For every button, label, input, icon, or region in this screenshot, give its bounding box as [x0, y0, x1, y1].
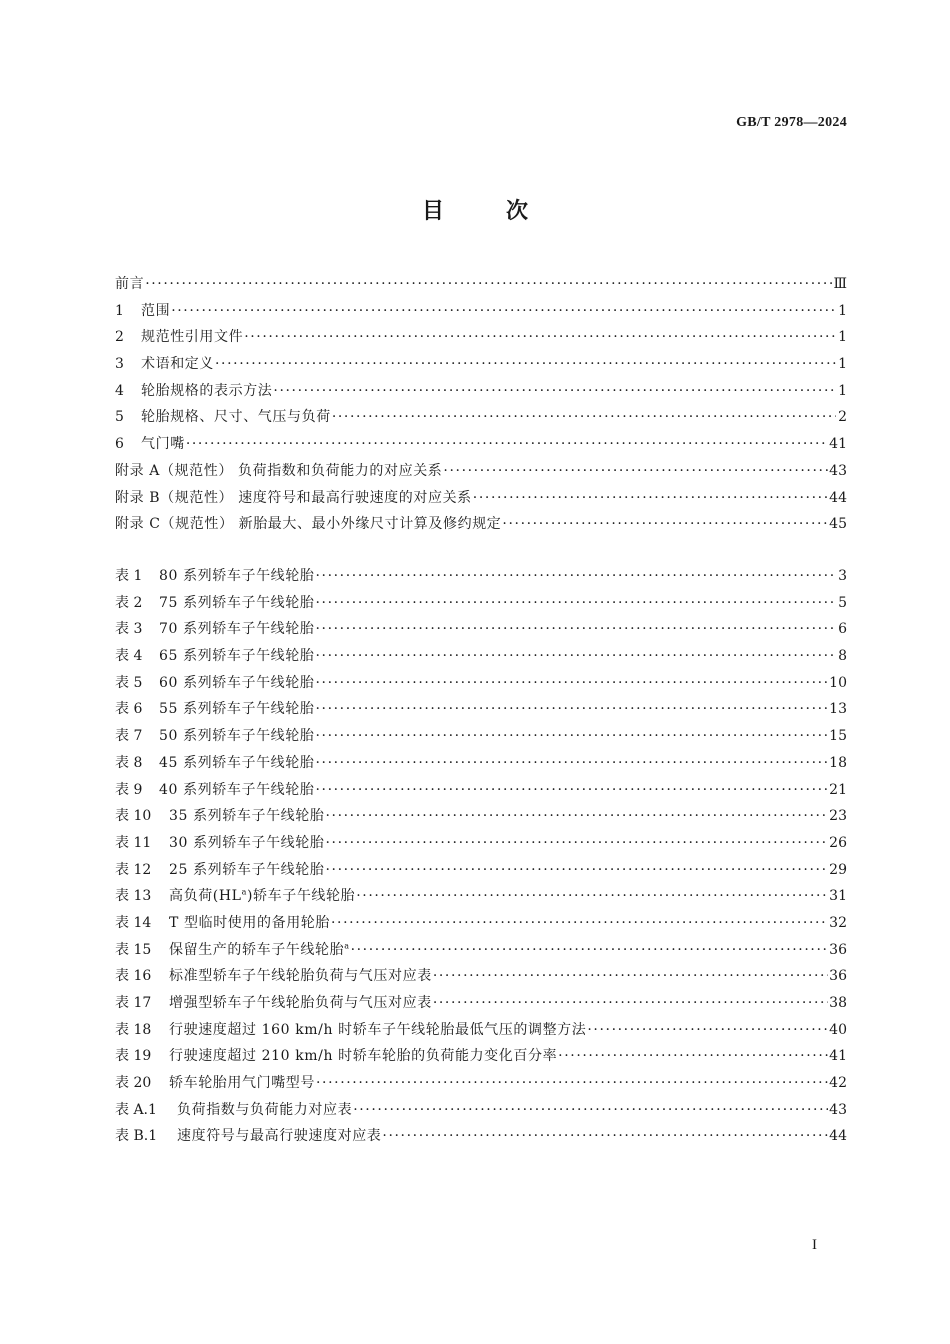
toc-entry[interactable] — [115, 511, 847, 538]
toc-table-label — [159, 750, 314, 777]
toc-table-label-text: 60 系列轿车子午线轮胎 — [159, 674, 315, 691]
toc-table-entry[interactable] — [115, 590, 847, 617]
toc-table-label — [169, 830, 324, 857]
toc-table-label — [169, 990, 432, 1017]
toc-table-page: 36 — [829, 941, 847, 958]
toc-entry-page: Ⅲ — [833, 276, 847, 292]
toc-table-label-text: 保留生产的轿车子午线轮胎 — [169, 941, 345, 958]
toc-table-entry[interactable] — [115, 963, 847, 990]
toc-table-page: 31 — [829, 888, 847, 905]
toc-table-label — [159, 616, 314, 643]
footnote-marker: a — [241, 887, 247, 897]
toc-leader-dots — [273, 378, 836, 405]
toc-table-label — [159, 670, 314, 697]
toc-table-page: 36 — [829, 968, 847, 985]
toc-entry[interactable] — [115, 324, 847, 351]
toc-entry-page: 41 — [829, 436, 847, 453]
toc-table-page: 3 — [838, 568, 847, 584]
toc-table-number: 表 20 — [115, 1075, 152, 1092]
toc-table-page: 41 — [829, 1048, 847, 1065]
toc-table-label-text: 80 系列轿车子午线轮胎 — [159, 568, 315, 584]
toc-table-page: 6 — [838, 621, 847, 638]
toc-table-page: 40 — [829, 1021, 847, 1038]
title-char-2: 次 — [506, 199, 529, 224]
toc-entry-page: 1 — [838, 382, 847, 399]
toc-entry-number: 4 — [115, 382, 124, 399]
toc-table-page: 32 — [829, 914, 847, 931]
toc-table-entry[interactable] — [115, 1070, 847, 1097]
toc-table-number: 表 10 — [115, 808, 152, 825]
toc-entry-label: 轮胎规格、尺寸、气压与负荷 — [141, 409, 331, 426]
toc-entry-page: 1 — [838, 329, 847, 346]
toc-leader-dots — [331, 910, 828, 937]
toc-table-label — [159, 590, 314, 617]
toc-leader-dots — [433, 990, 828, 1017]
toc-table-number: 表 8 — [115, 754, 143, 771]
toc-entry-number: 6 — [115, 436, 124, 453]
toc-table-number: 表 B.1 — [115, 1128, 158, 1145]
toc-table-number: 表 11 — [115, 834, 152, 851]
toc-table-label-text: T 型临时使用的备用轮胎 — [169, 914, 330, 931]
toc-table-entry[interactable] — [115, 1123, 847, 1150]
toc-table-label-text: 负荷指数与负荷能力对应表 — [177, 1101, 353, 1118]
toc-table-entry[interactable] — [115, 670, 847, 697]
toc-table-entry[interactable] — [115, 563, 847, 590]
toc-table-page: 44 — [829, 1128, 847, 1145]
toc-table-label-text: 行驶速度超过 160 km/h 时轿车子午线轮胎最低气压的调整方法 — [169, 1021, 587, 1038]
toc-table-page: 5 — [838, 594, 847, 611]
toc-table-page: 23 — [829, 808, 847, 825]
toc-table-number: 表 19 — [115, 1048, 152, 1065]
toc-table-label — [169, 1070, 315, 1097]
toc-leader-dots — [315, 616, 836, 643]
title-char-1: 目 — [421, 199, 444, 224]
toc-entry-page: 43 — [829, 462, 847, 479]
toc-entry[interactable] — [115, 431, 847, 458]
toc-leader-dots — [558, 1043, 828, 1070]
toc-table-number: 表 15 — [115, 941, 152, 958]
toc-leader-dots — [382, 1123, 828, 1150]
toc-entry[interactable] — [115, 298, 847, 325]
toc-table-label — [159, 643, 314, 670]
toc-table-entry[interactable] — [115, 1017, 847, 1044]
toc-table-number: 表 17 — [115, 995, 152, 1011]
toc-table-label — [169, 883, 355, 910]
toc-table-label-text: 轿车轮胎用气门嘴型号 — [169, 1075, 315, 1092]
toc-entry-page: 1 — [838, 302, 847, 319]
toc-table-label — [169, 1017, 586, 1044]
toc-table-entry[interactable] — [115, 643, 847, 670]
toc-table-label-text: 55 系列轿车子午线轮胎 — [159, 701, 315, 718]
toc-leader-dots — [315, 643, 836, 670]
toc-table-label-tail: )轿车子午线轮胎 — [246, 888, 356, 905]
toc-entry-number: 2 — [115, 329, 124, 346]
toc-entry-label: 气门嘴 — [141, 436, 185, 453]
toc-leader-dots — [356, 883, 828, 910]
toc-entry[interactable] — [115, 271, 847, 298]
toc-table-number: 表 5 — [115, 674, 143, 691]
toc-table-label — [169, 910, 330, 937]
toc-table-page: 38 — [829, 995, 847, 1011]
toc-table-label — [159, 777, 314, 804]
toc-table-number: 表 14 — [115, 914, 152, 931]
toc-table-entry[interactable] — [115, 937, 847, 964]
toc-table-entry[interactable] — [115, 910, 847, 937]
toc-table-label-text: 35 系列轿车子午线轮胎 — [169, 808, 325, 825]
toc-leader-dots — [433, 963, 828, 990]
toc-table-page: 8 — [838, 648, 847, 665]
toc-table-page: 15 — [829, 728, 847, 745]
toc-table-label-text: 40 系列轿车子午线轮胎 — [159, 781, 315, 798]
toc-table-page: 43 — [829, 1101, 847, 1118]
toc-table-label-text: 50 系列轿车子午线轮胎 — [159, 728, 315, 745]
toc-table-label — [169, 803, 324, 830]
toc-main-section — [115, 271, 847, 538]
toc-table-label-text: 25 系列轿车子午线轮胎 — [169, 861, 325, 878]
toc-table-number: 表 3 — [115, 621, 143, 638]
toc-table-label-text: 30 系列轿车子午线轮胎 — [169, 834, 325, 851]
toc-table-page: 21 — [829, 781, 847, 798]
toc-table-number: 表 1 — [115, 568, 143, 584]
toc-table-label — [177, 1097, 352, 1124]
toc-leader-dots — [316, 1070, 828, 1097]
toc-table-entry[interactable] — [115, 696, 847, 723]
toc-entry-page: 1 — [838, 356, 847, 373]
toc-table-label — [159, 723, 314, 750]
toc-table-number: 表 13 — [115, 888, 152, 905]
toc-entry[interactable] — [115, 485, 847, 512]
page-number: I — [812, 1237, 817, 1253]
toc-table-number: 表 18 — [115, 1021, 152, 1038]
toc-leader-dots — [244, 324, 836, 351]
toc-table-number: 表 7 — [115, 728, 143, 745]
toc-entry-page: 45 — [829, 516, 847, 533]
toc-table-label-text: 速度符号与最高行驶速度对应表 — [177, 1128, 382, 1145]
toc-entry-label: 前言 — [115, 276, 145, 292]
toc-leader-dots — [332, 404, 836, 431]
toc-leader-dots — [315, 723, 828, 750]
toc-leader-dots — [325, 830, 828, 857]
toc-entry-label: 术语和定义 — [141, 356, 214, 373]
toc-table-number: 表 9 — [115, 781, 143, 798]
toc-leader-dots — [315, 696, 828, 723]
toc-table-label-text: 增强型轿车子午线轮胎负荷与气压对应表 — [169, 995, 432, 1011]
toc-table-entry[interactable] — [115, 803, 847, 830]
toc-table-label-text: 65 系列轿车子午线轮胎 — [159, 648, 315, 665]
toc-entry-label: 范围 — [141, 302, 171, 319]
toc-table-entry[interactable] — [115, 857, 847, 884]
toc-table-number: 表 16 — [115, 968, 152, 985]
toc-leader-dots — [502, 511, 828, 538]
page-title — [0, 194, 950, 225]
toc-table-page: 10 — [829, 674, 847, 691]
toc-table-entry[interactable] — [115, 990, 847, 1017]
toc-leader-dots — [353, 1097, 828, 1124]
toc-entry[interactable] — [115, 458, 847, 485]
toc-table-label-text: 高负荷(HL — [169, 888, 242, 905]
toc-table-page: 18 — [829, 754, 847, 771]
toc-entry-number: 1 — [115, 302, 124, 319]
toc-table-entry[interactable] — [115, 883, 847, 910]
toc-table-number: 表 6 — [115, 701, 143, 718]
toc-table-number: 表 2 — [115, 594, 143, 611]
toc-leader-dots — [325, 857, 828, 884]
toc-table-entry[interactable] — [115, 750, 847, 777]
toc-entry[interactable] — [115, 351, 847, 378]
toc-entry-label: 附录 A（规范性） 负荷指数和负荷能力的对应关系 — [115, 462, 443, 479]
toc-leader-dots — [443, 458, 828, 485]
toc-tables-section — [115, 563, 847, 1150]
toc-leader-dots — [145, 271, 832, 298]
toc-entry-label: 附录 C（规范性） 新胎最大、最小外缘尺寸计算及修约规定 — [115, 516, 502, 533]
toc-table-page: 29 — [829, 861, 847, 878]
toc-table-label — [159, 696, 314, 723]
toc-table-entry[interactable] — [115, 830, 847, 857]
toc-table-label — [169, 963, 432, 990]
standard-code: GB/T 2978—2024 — [736, 115, 847, 130]
toc-table-entry[interactable] — [115, 1043, 847, 1070]
toc-leader-dots — [587, 1017, 828, 1044]
toc-table-entry[interactable] — [115, 1097, 847, 1124]
toc-entry-label: 规范性引用文件 — [141, 329, 244, 346]
toc-table-label-text: 标准型轿车子午线轮胎负荷与气压对应表 — [169, 968, 432, 985]
toc-table-label — [169, 1043, 557, 1070]
toc-table-label — [159, 563, 314, 590]
toc-table-label-text: 45 系列轿车子午线轮胎 — [159, 754, 315, 771]
toc-leader-dots — [351, 937, 829, 964]
toc-entry-label: 附录 B（规范性） 速度符号和最高行驶速度的对应关系 — [115, 489, 472, 506]
toc-entry-page: 44 — [829, 489, 847, 506]
toc-table-number: 表 A.1 — [115, 1101, 157, 1118]
toc-table-number: 表 4 — [115, 648, 143, 665]
toc-entry[interactable] — [115, 378, 847, 405]
toc-table-number: 表 12 — [115, 861, 152, 878]
toc-leader-dots — [473, 485, 828, 512]
toc-leader-dots — [171, 298, 836, 325]
toc-entry-label: 轮胎规格的表示方法 — [141, 382, 273, 399]
toc-leader-dots — [315, 750, 828, 777]
toc-table-entry[interactable] — [115, 616, 847, 643]
toc-table-label-text: 行驶速度超过 210 km/h 时轿车轮胎的负荷能力变化百分率 — [169, 1048, 558, 1065]
toc-leader-dots — [186, 431, 828, 458]
toc-table-label — [169, 937, 350, 964]
footnote-marker: a — [344, 940, 350, 950]
toc-table-page: 26 — [829, 834, 847, 851]
toc-leader-dots — [315, 777, 828, 804]
toc-leader-dots — [215, 351, 836, 378]
toc-entry-page: 2 — [838, 409, 847, 426]
toc-table-label — [177, 1123, 381, 1150]
toc-table-label-text: 75 系列轿车子午线轮胎 — [159, 594, 315, 611]
toc-entry[interactable] — [115, 404, 847, 431]
toc-table-label — [169, 857, 324, 884]
toc-table-page: 42 — [829, 1075, 847, 1092]
toc-leader-dots — [325, 803, 828, 830]
toc-table-label-text: 70 系列轿车子午线轮胎 — [159, 621, 315, 638]
toc-entry-number: 5 — [115, 409, 124, 426]
toc-table-entry[interactable] — [115, 723, 847, 750]
toc-leader-dots — [315, 590, 836, 617]
toc-entry-number: 3 — [115, 356, 124, 373]
toc-table-page: 13 — [829, 701, 847, 718]
toc-leader-dots — [315, 563, 836, 590]
toc-table-entry[interactable] — [115, 777, 847, 804]
toc-leader-dots — [315, 670, 828, 697]
